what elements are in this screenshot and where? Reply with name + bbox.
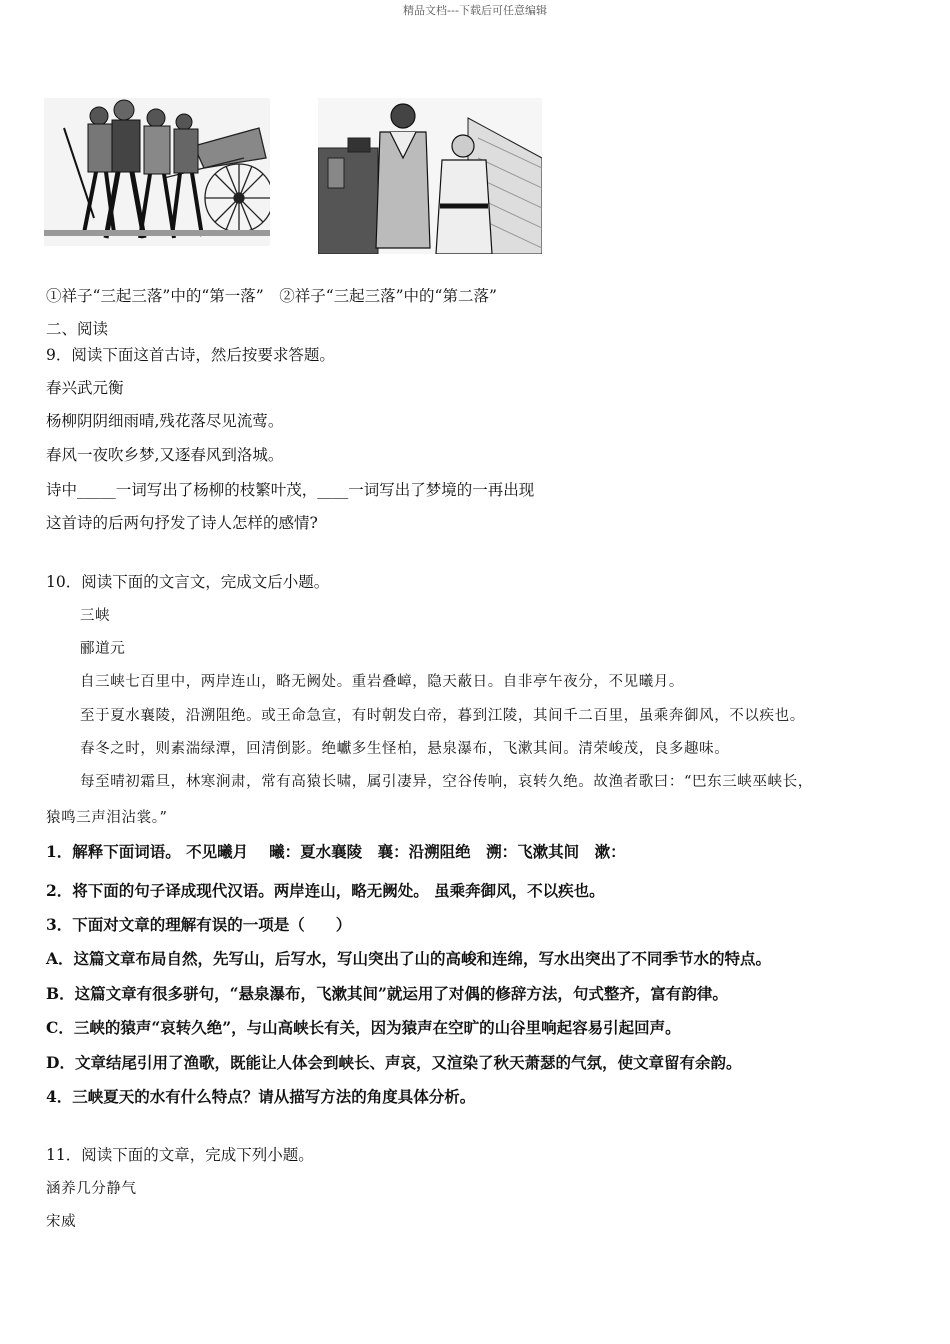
- text-line: 杨柳阴阴细雨晴,残花落尽见流莺。: [46, 412, 284, 430]
- text-line: 9．阅读下面这首古诗，然后按要求答题。: [46, 346, 335, 364]
- text-line: B．这篇文章有很多骈句，“悬泉瀑布，飞漱其间”就运用了对偶的修辞方法，句式整齐，富有韵律。: [46, 984, 728, 1003]
- text-line: 春兴武元衡: [46, 379, 124, 397]
- text-line: 诗中_____一词写出了杨柳的枝繁叶茂，____一词写出了梦境的一再出现: [46, 481, 535, 499]
- text-line: 二、阅读: [46, 320, 109, 338]
- text-line: 10．阅读下面的文言文，完成文后小题。: [46, 573, 330, 591]
- page-header: 精品文档---下载后可任意编辑: [403, 4, 547, 17]
- text-line: D．文章结尾引用了渔歌，既能让人体会到峡长、声哀，又渲染了秋天萧瑟的气氛，使文章留有余韵。: [46, 1053, 742, 1072]
- text-line: 11．阅读下面的文章，完成下列小题。: [46, 1146, 314, 1164]
- text-line: 春冬之时，则素湍绿潭，回清倒影。绝巘多生怪柏，悬泉瀑布，飞漱其间。清荣峻茂，良多趣味。: [80, 741, 730, 757]
- text-line: 至于夏水襄陵，沿溯阻绝。或王命急宣，有时朝发白帝，暮到江陵，其间千二百里，虽乘奔御风，不以疾也。: [80, 708, 805, 724]
- text-line: 每至晴初霜旦，林寒涧肃，常有高猿长啸，属引凄异，空谷传响，哀转久绝。故渔者歌曰：“巴东三峡巫峡长，: [80, 774, 813, 790]
- text-line: C．三峡的猿声“哀转久绝”，与山高峡长有关，因为猿声在空旷的山谷里响起容易引起回声。: [46, 1018, 681, 1037]
- text-line: 1．解释下面词语。 不见曦月 曦：夏水襄陵 襄：沿溯阻绝 溯：飞漱其间 漱：: [46, 842, 626, 861]
- detective-and-man-illustration: [318, 98, 542, 254]
- text-line: 三峡: [80, 608, 111, 624]
- text-line: 自三峡七百里中，两岸连山，略无阙处。重岩叠嶂，隐天蔽日。自非亭午夜分，不见曦月。: [80, 674, 684, 690]
- soldiers-seizing-rickshaw-illustration: [44, 98, 270, 246]
- text-line: A．这篇文章布局自然，先写山，后写水，写山突出了山的高峻和连绵，写水出突出了不同季节水的特点。: [46, 949, 772, 968]
- text-line: 4．三峡夏天的水有什么特点？请从描写方法的角度具体分析。: [46, 1087, 476, 1106]
- text-line: 涵养几分静气: [46, 1181, 137, 1197]
- text-line: 2．将下面的句子译成现代汉语。两岸连山，略无阙处。 虽乘奔御风，不以疾也。: [46, 881, 605, 900]
- text-line: 宋威: [46, 1214, 77, 1230]
- text-line: 春风一夜吹乡梦,又逐春风到洛城。: [46, 446, 284, 464]
- text-line: 猿鸣三声泪沾裳。”: [46, 810, 168, 826]
- text-line: 郦道元: [80, 641, 126, 657]
- text-line: 这首诗的后两句抒发了诗人怎样的感情?: [46, 514, 318, 532]
- text-line: 3．下面对文章的理解有误的一项是（ ）: [46, 915, 352, 934]
- text-line: ①祥子“三起三落”中的“第一落” ②祥子“三起三落”中的“第二落”: [46, 287, 497, 305]
